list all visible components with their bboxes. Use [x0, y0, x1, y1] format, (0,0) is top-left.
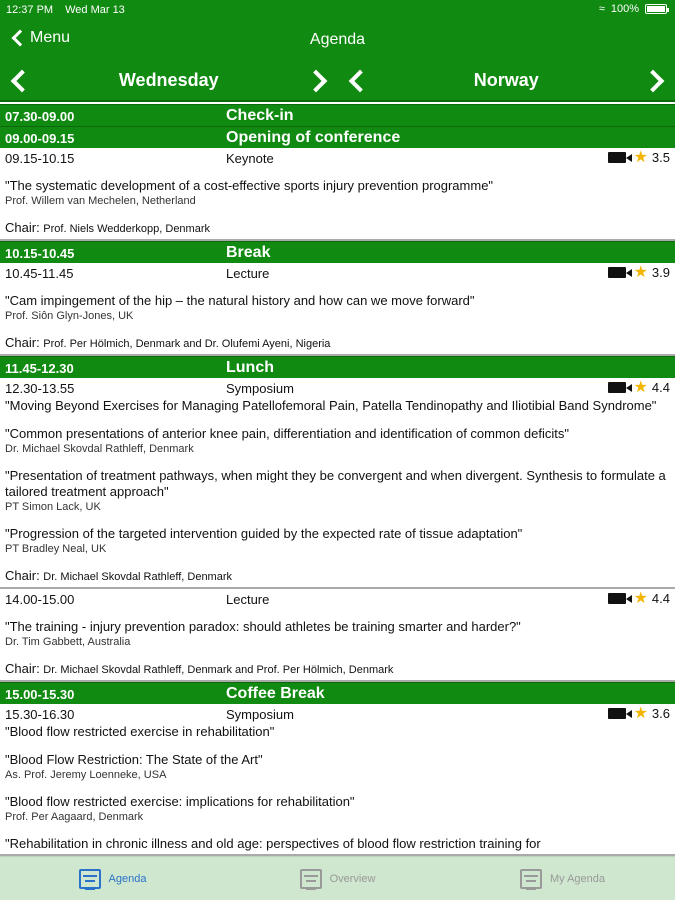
page-title: Agenda	[309, 31, 366, 48]
break-label: Coffee Break	[226, 685, 325, 702]
symposium-title: "Blood flow restricted exercise in rehabilitation"	[5, 724, 275, 739]
session-header	[5, 265, 670, 281]
video-camera-icon[interactable]	[608, 152, 626, 163]
spacer	[5, 556, 670, 566]
talk-speaker: PT Simon Lack, UK	[5, 501, 101, 513]
spacer	[5, 414, 670, 424]
agenda-session[interactable]	[0, 378, 675, 589]
arrow-left-icon	[348, 70, 371, 93]
talk-title: "Presentation of treatment pathways, when might they be convergent and when divergent. Synthesis to formulate a tailored treatment approach"	[5, 468, 666, 499]
talk-title: "Blood Flow Restriction: The State of the Art"	[5, 752, 263, 767]
talk-speaker: Prof. Per Aagaard, Denmark	[5, 811, 144, 823]
spacer	[5, 281, 670, 291]
talk-speaker: Dr. Michael Skovdal Rathleff, Denmark	[5, 443, 194, 455]
navigation-bar	[0, 20, 675, 60]
break-label: Opening of conference	[226, 129, 401, 146]
arrow-right-icon	[642, 70, 665, 93]
spacer	[5, 649, 670, 659]
session-rating: 3.5	[651, 150, 670, 165]
break-label: Check-in	[226, 107, 294, 124]
break-time: 11.45-12.30	[5, 361, 74, 376]
session-chair	[5, 568, 670, 585]
talk-title: "The training - injury prevention paradox: should athletes be training smarter and harder?"	[5, 619, 521, 634]
session-type: Lecture	[226, 592, 270, 607]
session-header	[5, 591, 670, 607]
session-chair	[5, 335, 670, 352]
chair-names: Dr. Michael Skovdal Rathleff, Denmark and Prof. Per Hölmich, Denmark	[43, 664, 394, 676]
battery-percent: 100%	[610, 3, 639, 15]
talk-title: "Blood flow restricted exercise: implications for rehabilitation"	[5, 794, 355, 809]
chair-label: Chair:	[5, 661, 44, 676]
session-rating: 4.4	[651, 380, 670, 395]
session-time: 09.15-10.15	[5, 151, 75, 166]
break-label: Break	[226, 244, 271, 261]
star-icon[interactable]: ★	[633, 378, 648, 396]
previous-day-button[interactable]	[4, 68, 32, 94]
talk-title: "The systematic development of a cost-effective sports injury prevention programme"	[5, 178, 494, 193]
status-time: 12:37 PM	[6, 4, 54, 16]
talk-speaker: PT Bradley Neal, UK	[5, 543, 107, 555]
chair-label: Chair:	[5, 220, 44, 235]
session-header	[5, 150, 670, 166]
overview-icon	[300, 869, 322, 889]
video-camera-icon[interactable]	[608, 267, 626, 278]
session-meta	[608, 150, 670, 165]
arrow-left-icon	[11, 70, 34, 93]
tab-overview[interactable]	[225, 857, 450, 900]
session-meta	[608, 380, 670, 395]
agenda-break-row	[0, 126, 675, 148]
star-icon[interactable]: ★	[633, 148, 648, 166]
menu-back-label: Menu	[30, 29, 71, 46]
tab-my-agenda[interactable]	[450, 857, 675, 900]
spacer	[5, 456, 670, 466]
talk-title: "Rehabilitation in chronic illness and old age: perspectives of blood flow restriction training for	[5, 836, 541, 851]
spacer	[5, 323, 670, 333]
session-rating: 3.9	[651, 265, 670, 280]
next-track-button[interactable]	[643, 68, 671, 94]
day-label: Wednesday	[118, 69, 219, 90]
session-type: Symposium	[226, 381, 294, 396]
agenda-break-row	[0, 104, 675, 126]
talk-title: "Progression of the targeted intervention guided by the expected rate of tissue adaptation"	[5, 526, 523, 541]
status-bar	[0, 0, 675, 20]
break-time: 07.30-09.00	[5, 109, 75, 124]
tab-bar	[0, 856, 675, 900]
tab-label: My Agenda	[549, 872, 606, 885]
video-camera-icon[interactable]	[608, 593, 626, 604]
agenda-break-row	[0, 682, 675, 704]
talk-speaker: Prof. Willem van Mechelen, Netherland	[5, 195, 196, 207]
agenda-session[interactable]	[0, 263, 675, 356]
agenda-session[interactable]	[0, 704, 675, 856]
session-rating: 3.6	[651, 706, 670, 721]
spacer	[5, 208, 670, 218]
tab-agenda[interactable]	[0, 857, 225, 900]
track-selector	[338, 60, 675, 100]
spacer	[5, 782, 670, 792]
my-agenda-icon	[520, 869, 542, 889]
agenda-list[interactable]	[0, 104, 675, 856]
day-track-selector	[0, 60, 675, 102]
arrow-right-icon	[304, 70, 327, 93]
session-type: Symposium	[226, 707, 294, 722]
chair-names: Dr. Michael Skovdal Rathleff, Denmark	[43, 571, 233, 583]
previous-track-button[interactable]	[342, 68, 370, 94]
tab-label: Overview	[329, 872, 376, 885]
calendar-icon	[79, 869, 101, 889]
session-chair	[5, 220, 670, 237]
spacer	[5, 824, 670, 834]
battery-icon	[645, 4, 667, 14]
session-header	[5, 706, 670, 722]
spacer	[5, 166, 670, 176]
agenda-session[interactable]	[0, 589, 675, 682]
break-time: 15.00-15.30	[5, 687, 75, 702]
session-header	[5, 380, 670, 396]
break-time: 10.15-10.45	[5, 246, 75, 261]
track-label: Norway	[473, 69, 539, 90]
star-icon[interactable]: ★	[633, 263, 648, 281]
session-time: 15.30-16.30	[5, 707, 75, 722]
talk-title: "Common presentations of anterior knee pain, differentiation and identification of common deficits"	[5, 426, 569, 441]
spacer	[5, 740, 670, 750]
agenda-break-row	[0, 356, 675, 378]
chair-label: Chair:	[5, 335, 44, 350]
session-meta	[608, 265, 670, 280]
video-camera-icon[interactable]	[608, 382, 626, 393]
talk-speaker: Prof. Siôn Glyn-Jones, UK	[5, 310, 134, 322]
video-camera-icon[interactable]	[608, 708, 626, 719]
spacer	[5, 514, 670, 524]
agenda-break-row	[0, 241, 675, 263]
break-label: Lunch	[226, 359, 274, 376]
star-icon[interactable]: ★	[633, 589, 648, 607]
session-chair	[5, 661, 670, 678]
session-meta	[608, 706, 670, 721]
chair-label: Chair:	[5, 568, 44, 583]
next-day-button[interactable]	[306, 68, 334, 94]
symposium-title: "Moving Beyond Exercises for Managing Patellofemoral Pain, Patella Tendinopathy and Iliotibial Band Syndrome"	[5, 398, 657, 413]
agenda-session[interactable]	[0, 148, 675, 241]
chair-names: Prof. Per Hölmich, Denmark and Dr. Olufemi Ayeni, Nigeria	[43, 338, 331, 350]
status-date: Wed Mar 13	[65, 4, 125, 16]
talk-speaker: Dr. Tim Gabbett, Australia	[5, 636, 131, 648]
chair-names: Prof. Niels Wedderkopp, Denmark	[43, 223, 210, 235]
session-time: 14.00-15.00	[5, 592, 75, 607]
session-meta	[608, 591, 670, 606]
tab-label: Agenda	[108, 872, 147, 885]
session-time: 12.30-13.55	[5, 381, 75, 396]
break-time: 09.00-09.15	[5, 131, 75, 146]
star-icon[interactable]: ★	[633, 704, 648, 722]
talk-title: "Cam impingement of the hip – the natural history and how can we move forward"	[5, 293, 475, 308]
spacer	[5, 607, 670, 617]
day-selector	[0, 60, 338, 100]
wifi-icon: ≈	[598, 3, 605, 15]
session-type: Keynote	[226, 151, 274, 166]
session-time: 10.45-11.45	[5, 266, 74, 281]
session-type: Lecture	[226, 266, 270, 281]
talk-speaker: As. Prof. Jeremy Loenneke, USA	[5, 769, 167, 781]
session-rating: 4.4	[651, 591, 670, 606]
